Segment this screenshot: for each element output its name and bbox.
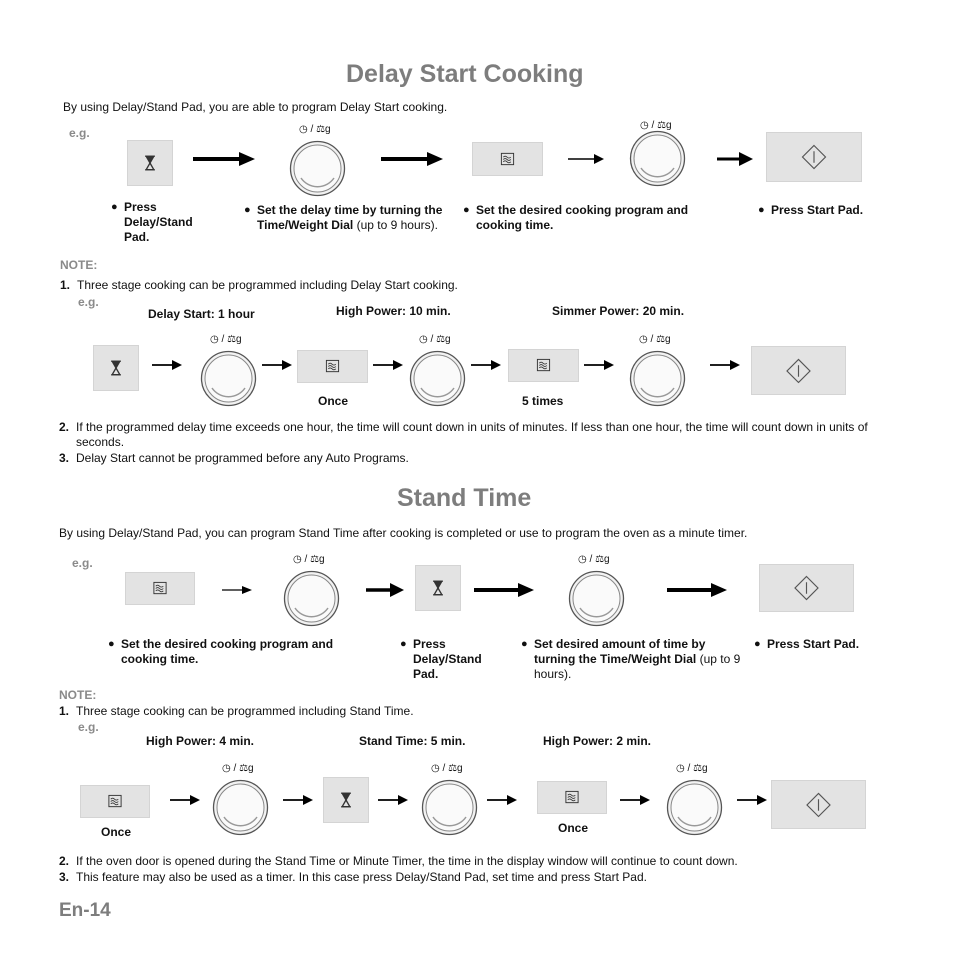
note-number: 1. <box>60 278 71 292</box>
delay-stand-pad[interactable] <box>93 345 139 391</box>
clock-icon: ◷ <box>676 763 685 774</box>
arrow-right <box>193 151 257 167</box>
microwave-wave-icon <box>473 143 542 175</box>
dial-label-slash: / <box>304 554 308 565</box>
time-weight-dial[interactable] <box>212 779 269 836</box>
dial-label <box>293 554 325 565</box>
time-weight-dial[interactable] <box>666 779 723 836</box>
note-number: 3. <box>59 451 70 465</box>
weight-icon: ⚖g <box>310 554 325 565</box>
start-diamond-icon <box>767 133 861 181</box>
clock-icon: ◷ <box>640 120 649 131</box>
note-text: Three stage cooking can be programmed including Delay Start cooking. <box>77 278 458 292</box>
stand-stage-1: High Power: 4 min. <box>146 734 255 748</box>
clock-icon: ◷ <box>210 334 219 345</box>
delay-step-4: ● Press Start Pad. <box>758 203 864 217</box>
delay-stage-3: Simmer Power: 20 min. <box>552 304 685 318</box>
dial-label <box>222 763 254 774</box>
delay-stand-pad[interactable] <box>127 140 173 186</box>
weight-icon: ⚖g <box>657 120 672 131</box>
note-number: 2. <box>59 854 70 868</box>
microwave-wave-icon <box>538 782 606 813</box>
dial-label <box>676 763 708 774</box>
arrow-right <box>373 357 405 373</box>
stand-note-1 <box>59 704 876 719</box>
dial-label-slash: / <box>651 120 655 131</box>
arrow-right <box>152 357 184 373</box>
note-text: If the oven door is opened during the Stand Time or Minute Timer, the time in the display window will continue to count down. <box>76 854 738 868</box>
stand-under-once-1: Once <box>101 825 132 839</box>
note-number: 1. <box>59 704 70 718</box>
note-number: 2. <box>59 420 70 434</box>
arrow-right <box>667 582 729 598</box>
arrow-right <box>710 357 742 373</box>
note-text: If the programmed delay time exceeds one hour, the time will count down in units of minutes. If less than one hour, the time will count down in units of seconds. <box>76 420 868 449</box>
dial-label <box>299 124 331 135</box>
dial-label <box>419 334 451 345</box>
time-weight-dial[interactable] <box>629 350 686 407</box>
page-number: En-14 <box>59 900 111 921</box>
arrow-right <box>381 151 445 167</box>
microwave-pad[interactable] <box>508 349 579 382</box>
note-text: Delay Start cannot be programmed before any Auto Programs. <box>76 451 409 465</box>
stand-example-eg: e.g. <box>78 720 99 734</box>
microwave-wave-icon <box>509 350 578 381</box>
arrow-right <box>366 582 406 598</box>
weight-icon: ⚖g <box>448 763 463 774</box>
dial-label-slash: / <box>589 554 593 565</box>
arrow-right <box>170 792 202 808</box>
dial-label-slash: / <box>687 763 691 774</box>
delay-stage-2: High Power: 10 min. <box>336 304 451 318</box>
arrow-right <box>737 792 769 808</box>
weight-icon: ⚖g <box>316 124 331 135</box>
dial-label-slash: / <box>233 763 237 774</box>
start-diamond-icon <box>752 347 845 394</box>
dial-label-slash: / <box>650 334 654 345</box>
delay-stand-pad[interactable] <box>323 777 369 823</box>
delay-eg-label: e.g. <box>69 126 90 140</box>
clock-icon: ◷ <box>299 124 308 135</box>
dial-label <box>578 554 610 565</box>
microwave-pad[interactable] <box>472 142 543 176</box>
start-diamond-icon <box>772 781 865 828</box>
delay-note-2 <box>59 420 876 450</box>
delay-note-label: NOTE: <box>60 258 98 272</box>
weight-icon: ⚖g <box>227 334 242 345</box>
arrow-right <box>474 582 536 598</box>
arrow-right <box>717 151 755 167</box>
microwave-pad[interactable] <box>125 572 195 605</box>
hourglass-icon <box>416 566 460 610</box>
microwave-wave-icon <box>126 573 194 604</box>
stand-title: Stand Time <box>397 484 532 512</box>
weight-icon: ⚖g <box>595 554 610 565</box>
start-pad[interactable] <box>766 132 862 182</box>
dial-label <box>431 763 463 774</box>
start-pad[interactable] <box>759 564 854 612</box>
weight-icon: ⚖g <box>656 334 671 345</box>
arrow-right <box>222 582 254 598</box>
hourglass-icon <box>128 141 172 185</box>
dial-label <box>640 120 672 131</box>
stand-step-4: ● Press Start Pad. <box>754 637 860 651</box>
time-weight-dial[interactable] <box>283 570 340 627</box>
start-pad[interactable] <box>751 346 846 395</box>
microwave-pad[interactable] <box>297 350 368 383</box>
dial-label <box>639 334 671 345</box>
time-weight-dial[interactable] <box>568 570 625 627</box>
arrow-right <box>262 357 294 373</box>
stand-note-label: NOTE: <box>59 688 97 702</box>
arrow-right <box>568 151 606 167</box>
delay-step-1: ● Press Delay/Stand Pad. <box>111 200 193 244</box>
time-weight-dial[interactable] <box>200 350 257 407</box>
time-weight-dial[interactable] <box>421 779 478 836</box>
start-diamond-icon <box>760 565 853 611</box>
stand-stage-2: Stand Time: 5 min. <box>359 734 466 748</box>
arrow-right <box>471 357 503 373</box>
arrow-right <box>378 792 410 808</box>
delay-stand-pad[interactable] <box>415 565 461 611</box>
stand-under-once-2: Once <box>558 821 589 835</box>
delay-title: Delay Start Cooking <box>346 60 584 88</box>
delay-note-1 <box>60 278 877 293</box>
microwave-pad[interactable] <box>537 781 607 814</box>
arrow-right <box>584 357 616 373</box>
clock-icon: ◷ <box>639 334 648 345</box>
dial-label-slash: / <box>430 334 434 345</box>
stand-stage-3: High Power: 2 min. <box>543 734 652 748</box>
microwave-wave-icon <box>298 351 367 382</box>
delay-step-3: ● Set the desired cooking program and cooking time. <box>463 203 689 232</box>
note-number: 3. <box>59 870 70 884</box>
microwave-wave-icon <box>81 786 149 817</box>
clock-icon: ◷ <box>293 554 302 565</box>
start-pad[interactable] <box>771 780 866 829</box>
delay-step-2: ● Set the delay time by turning the Time/Weight Dial (up to 9 hours). <box>244 203 443 232</box>
weight-icon: ⚖g <box>693 763 708 774</box>
stand-step-1: ● Set the desired cooking program and cooking time. <box>108 637 334 666</box>
time-weight-dial[interactable] <box>409 350 466 407</box>
stand-step-3: ● Set desired amount of time by turning the Time/Weight Dial (up to 9 hours). <box>521 637 741 681</box>
note-text: This feature may also be used as a timer. In this case press Delay/Stand Pad, set time and press Start Pad. <box>76 870 647 884</box>
dial-label-slash: / <box>310 124 314 135</box>
hourglass-icon <box>324 778 368 822</box>
weight-icon: ⚖g <box>436 334 451 345</box>
delay-example-eg: e.g. <box>78 295 99 309</box>
clock-icon: ◷ <box>419 334 428 345</box>
delay-under-once: Once <box>318 394 349 408</box>
stand-eg-label: e.g. <box>72 556 93 570</box>
clock-icon: ◷ <box>222 763 231 774</box>
arrow-right <box>487 792 519 808</box>
arrow-right <box>283 792 315 808</box>
weight-icon: ⚖g <box>239 763 254 774</box>
clock-icon: ◷ <box>431 763 440 774</box>
delay-stage-1: Delay Start: 1 hour <box>148 307 255 321</box>
stand-step-2: ● Press Delay/Stand Pad. <box>400 637 482 681</box>
dial-label-slash: / <box>442 763 446 774</box>
time-weight-dial[interactable] <box>629 130 686 187</box>
delay-note-3 <box>59 451 876 466</box>
clock-icon: ◷ <box>578 554 587 565</box>
stand-intro: By using Delay/Stand Pad, you can program Stand Time after cooking is completed or use to program the oven as a minute timer. <box>59 526 748 540</box>
hourglass-icon <box>94 346 138 390</box>
delay-intro: By using Delay/Stand Pad, you are able to program Delay Start cooking. <box>63 100 448 114</box>
time-weight-dial[interactable] <box>289 140 346 197</box>
dial-label-slash: / <box>221 334 225 345</box>
delay-under-5times: 5 times <box>522 394 564 408</box>
stand-note-3 <box>59 870 876 885</box>
microwave-pad[interactable] <box>80 785 150 818</box>
stand-note-2 <box>59 854 876 869</box>
note-text: Three stage cooking can be programmed including Stand Time. <box>76 704 414 718</box>
arrow-right <box>620 792 652 808</box>
dial-label <box>210 334 242 345</box>
